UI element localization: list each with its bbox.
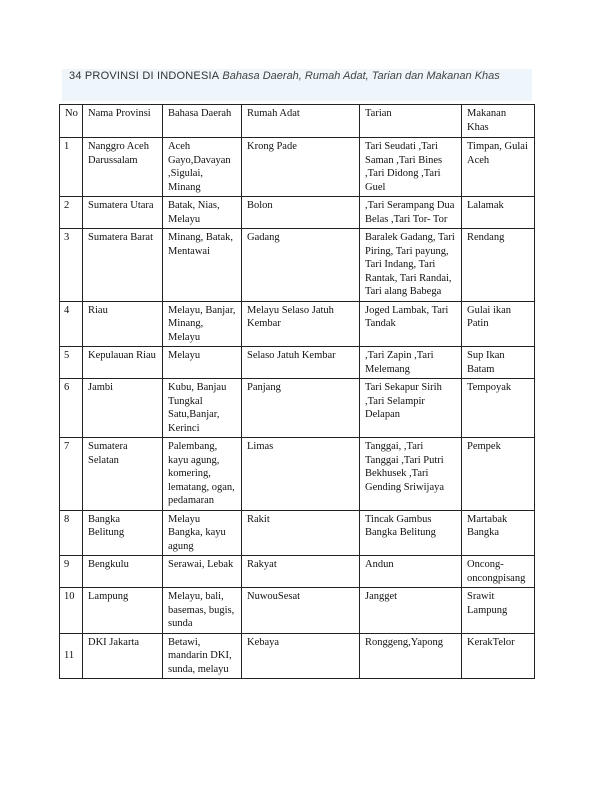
table-row (60, 197, 535, 229)
table-row (60, 379, 535, 438)
cell-bahasa: Melayu, bali, basemas, bugis, sunda (163, 588, 242, 634)
cell-provinsi: Riau (83, 301, 163, 347)
cell-bahasa: Melayu (163, 347, 242, 379)
cell-rumah-adat: Panjang (242, 379, 360, 438)
cell-no: 5 (60, 347, 83, 379)
table-row (60, 633, 535, 679)
cell-bahasa: Betawi, mandarin DKI, sunda, melayu (163, 633, 242, 679)
cell-tarian: ,Tari Serampang Dua Belas ,Tari Tor- Tor (360, 197, 462, 229)
cell-makanan: Sup Ikan Batam (462, 347, 535, 379)
cell-no: 11 (60, 633, 83, 679)
cell-bahasa: Palembang, kayu agung, komering, lematang, ogan, pedamaran (163, 438, 242, 511)
table-header-row (60, 105, 535, 138)
header-no: No (60, 105, 83, 138)
cell-rumah-adat: Gadang (242, 229, 360, 302)
table-row (60, 556, 535, 588)
cell-provinsi: Sumatera Selatan (83, 438, 163, 511)
cell-bahasa: Melayu Bangka, kayu agung (163, 510, 242, 556)
cell-tarian: Tari Seudati ,Tari Saman ,Tari Bines ,Tari Didong ,Tari Guel (360, 138, 462, 197)
header-rumah-adat: Rumah Adat (242, 105, 360, 138)
cell-no: 3 (60, 229, 83, 302)
cell-makanan: KerakTelor (462, 633, 535, 679)
cell-rumah-adat: Limas (242, 438, 360, 511)
province-table (59, 104, 535, 679)
cell-makanan: Gulai ikan Patin (462, 301, 535, 347)
cell-provinsi: Nanggro Aceh Darussalam (83, 138, 163, 197)
table-row (60, 588, 535, 634)
cell-tarian: Joged Lambak, Tari Tandak (360, 301, 462, 347)
table-row (60, 301, 535, 347)
cell-tarian: Tari Sekapur Sirih ,Tari Selampir Delapan (360, 379, 462, 438)
cell-rumah-adat: Rakit (242, 510, 360, 556)
cell-rumah-adat: NuwouSesat (242, 588, 360, 634)
cell-no: 2 (60, 197, 83, 229)
cell-provinsi: DKI Jakarta (83, 633, 163, 679)
cell-bahasa: Serawai, Lebak (163, 556, 242, 588)
cell-rumah-adat: Krong Pade (242, 138, 360, 197)
header-makanan: Makanan Khas (462, 105, 535, 138)
cell-no: 4 (60, 301, 83, 347)
cell-rumah-adat: Melayu Selaso Jatuh Kembar (242, 301, 360, 347)
cell-makanan: Oncong-oncongpisang (462, 556, 535, 588)
header-tarian: Tarian (360, 105, 462, 138)
table-row (60, 347, 535, 379)
cell-makanan: Lalamak (462, 197, 535, 229)
cell-no: 6 (60, 379, 83, 438)
table-row (60, 510, 535, 556)
cell-bahasa: Melayu, Banjar, Minang, Melayu (163, 301, 242, 347)
cell-rumah-adat: Rakyat (242, 556, 360, 588)
cell-makanan: Timpan, Gulai Aceh (462, 138, 535, 197)
cell-no: 10 (60, 588, 83, 634)
title-subtitle: Bahasa Daerah, Rumah Adat, Tarian dan Makanan Khas (222, 70, 500, 82)
cell-tarian: Jangget (360, 588, 462, 634)
cell-provinsi: Lampung (83, 588, 163, 634)
cell-provinsi: Bangka Belitung (83, 510, 163, 556)
cell-rumah-adat: Selaso Jatuh Kembar (242, 347, 360, 379)
cell-makanan: Srawit Lampung (462, 588, 535, 634)
cell-provinsi: Sumatera Barat (83, 229, 163, 302)
cell-bahasa: Minang, Batak, Mentawai (163, 229, 242, 302)
cell-rumah-adat: Kebaya (242, 633, 360, 679)
cell-rumah-adat: Bolon (242, 197, 360, 229)
table-row (60, 438, 535, 511)
cell-provinsi: Kepulauan Riau (83, 347, 163, 379)
cell-no: 8 (60, 510, 83, 556)
cell-bahasa: Kubu, Banjau Tungkal Satu,Banjar, Kerinci (163, 379, 242, 438)
title-main: 34 PROVINSI DI INDONESIA (69, 70, 220, 82)
header-provinsi: Nama Provinsi (83, 105, 163, 138)
table-row (60, 138, 535, 197)
cell-provinsi: Bengkulu (83, 556, 163, 588)
cell-tarian: Tincak Gambus Bangka Belitung (360, 510, 462, 556)
cell-tarian: Tanggai, ,Tari Tanggai ,Tari Putri Bekhusek ,Tari Gending Sriwijaya (360, 438, 462, 511)
header-bahasa: Bahasa Daerah (163, 105, 242, 138)
cell-provinsi: Jambi (83, 379, 163, 438)
cell-no: 9 (60, 556, 83, 588)
cell-tarian: Baralek Gadang, Tari Piring, Tari payung, Tari Indang, Tari Rantak, Tari Randai, Tari alang Babega (360, 229, 462, 302)
cell-bahasa: Batak, Nias, Melayu (163, 197, 242, 229)
cell-tarian: Ronggeng,Yapong (360, 633, 462, 679)
cell-no: 1 (60, 138, 83, 197)
cell-makanan: Martabak Bangka (462, 510, 535, 556)
table-row (60, 229, 535, 302)
cell-makanan: Pempek (462, 438, 535, 511)
cell-makanan: Rendang (462, 229, 535, 302)
cell-tarian: Andun (360, 556, 462, 588)
document-title (69, 68, 539, 84)
cell-no: 7 (60, 438, 83, 511)
cell-bahasa: Aceh Gayo,Davayan ,Sigulai, Minang (163, 138, 242, 197)
cell-makanan: Tempoyak (462, 379, 535, 438)
cell-provinsi: Sumatera Utara (83, 197, 163, 229)
cell-tarian: ,Tari Zapin ,Tari Melemang (360, 347, 462, 379)
